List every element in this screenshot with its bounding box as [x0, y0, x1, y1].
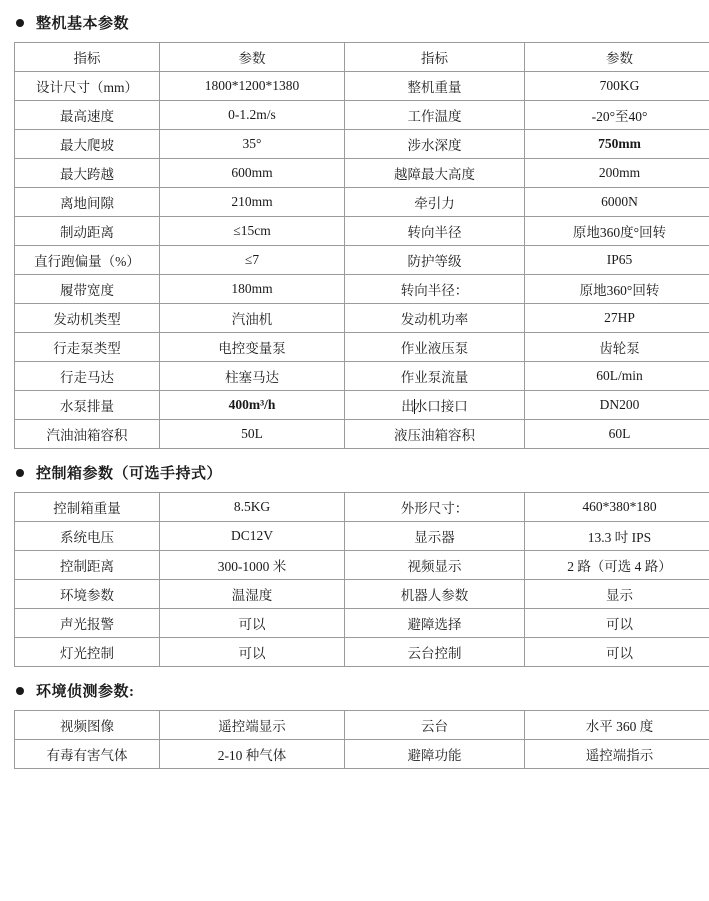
table-cell: IP65: [525, 246, 709, 275]
table-cell: 离地间隙: [15, 188, 160, 217]
table-row: [15, 275, 709, 304]
table-cell: 设计尺寸（mm）: [15, 72, 160, 101]
table-cell: 2 路（可选 4 路）: [525, 551, 709, 580]
table-row: [15, 391, 709, 420]
table-row: [15, 362, 709, 391]
table-cell: 水泵排量: [15, 391, 160, 420]
table-cell: 水平 360 度: [525, 711, 709, 740]
bullet-icon: [16, 469, 24, 477]
section-heading-3: [0, 680, 709, 701]
table-cell: 汽油油箱容积: [15, 420, 160, 449]
table-cell: 8.5KG: [160, 493, 345, 522]
table-cell: 原地360度°回转: [525, 217, 709, 246]
table-row: [15, 580, 709, 609]
table-cell: 有毒有害气体: [15, 740, 160, 769]
table-cell: 13.3 吋 IPS: [525, 522, 709, 551]
table-cell: 云台: [345, 711, 525, 740]
table-row: [15, 217, 709, 246]
table-cell: 27HP: [525, 304, 709, 333]
table-cell: 出水口接口: [345, 391, 525, 420]
section-heading-1: [0, 12, 709, 33]
table-row: [15, 159, 709, 188]
table-cell: 柱塞马达: [160, 362, 345, 391]
table-row: [15, 101, 709, 130]
table-cell: 防护等级: [345, 246, 525, 275]
table-row: [15, 740, 709, 769]
table-row: [15, 493, 709, 522]
table-cell: 可以: [160, 638, 345, 667]
table-cell: 履带宽度: [15, 275, 160, 304]
table-cell: 700KG: [525, 72, 709, 101]
table-cell: 机器人参数: [345, 580, 525, 609]
table-row: [15, 246, 709, 275]
table-row: [15, 609, 709, 638]
table-cell: 60L/min: [525, 362, 709, 391]
table-cell: 400m³/h: [160, 391, 345, 420]
table-cell: 遥控端指示: [525, 740, 709, 769]
table-cell: 0-1.2m/s: [160, 101, 345, 130]
table-cell: 750mm: [525, 130, 709, 159]
table-cell: 避障选择: [345, 609, 525, 638]
table-cell: 外形尺寸：: [345, 493, 525, 522]
table-cell: 最大爬坡: [15, 130, 160, 159]
bullet-icon: [16, 19, 24, 27]
table-cell: 210mm: [160, 188, 345, 217]
table-cell: 可以: [525, 609, 709, 638]
table-header-cell: 参数: [160, 43, 345, 72]
table-cell: 6000N: [525, 188, 709, 217]
table-cell: 系统电压: [15, 522, 160, 551]
table-row: [15, 188, 709, 217]
table-machine-basic-params: [14, 42, 709, 449]
table-cell: 汽油机: [160, 304, 345, 333]
table-row: [15, 711, 709, 740]
table-cell: 原地360°回转: [525, 275, 709, 304]
document-page: [0, 12, 709, 901]
table-cell: -20°至40°: [525, 101, 709, 130]
table-row: [15, 130, 709, 159]
table-cell: ≤15cm: [160, 217, 345, 246]
section-title-2: 控制箱参数（可选手持式）: [36, 462, 222, 483]
table-cell: 液压油箱容积: [345, 420, 525, 449]
table-cell: 牵引力: [345, 188, 525, 217]
table-cell: 视频图像: [15, 711, 160, 740]
table-cell: 600mm: [160, 159, 345, 188]
text-cursor: [414, 399, 415, 414]
table-cell: 灯光控制: [15, 638, 160, 667]
table-cell: 显示: [525, 580, 709, 609]
table-header-cell: 指标: [15, 43, 160, 72]
table-cell: DC12V: [160, 522, 345, 551]
table-header-cell: 指标: [345, 43, 525, 72]
table-cell: 显示器: [345, 522, 525, 551]
table-cell: 涉水深度: [345, 130, 525, 159]
table-row: [15, 638, 709, 667]
table-cell: 电控变量泵: [160, 333, 345, 362]
bullet-icon: [16, 687, 24, 695]
table-row: [15, 333, 709, 362]
table-cell: 可以: [160, 609, 345, 638]
table-cell: 460*380*180: [525, 493, 709, 522]
table-cell: 整机重量: [345, 72, 525, 101]
table-cell: 齿轮泵: [525, 333, 709, 362]
table-cell: 直行跑偏量（%）: [15, 246, 160, 275]
table-row: [15, 72, 709, 101]
table-cell: 行走泵类型: [15, 333, 160, 362]
table-cell: DN200: [525, 391, 709, 420]
table-cell: 可以: [525, 638, 709, 667]
table-cell: 发动机类型: [15, 304, 160, 333]
table-cell: 转向半径：: [345, 275, 525, 304]
table-cell: 视频显示: [345, 551, 525, 580]
table-cell: 声光报警: [15, 609, 160, 638]
table-cell: 最大跨越: [15, 159, 160, 188]
table-cell: 35°: [160, 130, 345, 159]
table-cell: 温湿度: [160, 580, 345, 609]
table-cell: 云台控制: [345, 638, 525, 667]
table-environment-detection-params: [14, 710, 709, 769]
table-cell: 转向半径: [345, 217, 525, 246]
table-cell: ≤7: [160, 246, 345, 275]
table-cell: 作业液压泵: [345, 333, 525, 362]
table-cell: 越障最大高度: [345, 159, 525, 188]
table-row: [15, 420, 709, 449]
table-row: [15, 522, 709, 551]
table-cell: 发动机功率: [345, 304, 525, 333]
table-control-box-params: [14, 492, 709, 667]
table-cell: 200mm: [525, 159, 709, 188]
table-cell: 遥控端显示: [160, 711, 345, 740]
section-heading-2: [0, 462, 709, 483]
table-header-cell: 参数: [525, 43, 709, 72]
table-cell: 1800*1200*1380: [160, 72, 345, 101]
table-cell: 60L: [525, 420, 709, 449]
table-cell: 2-10 种气体: [160, 740, 345, 769]
section-title-1: 整机基本参数: [36, 12, 129, 33]
table-cell: 行走马达: [15, 362, 160, 391]
table-row: [15, 551, 709, 580]
table-cell: 环境参数: [15, 580, 160, 609]
table-cell: 控制距离: [15, 551, 160, 580]
table-cell: 50L: [160, 420, 345, 449]
table-cell: 最高速度: [15, 101, 160, 130]
table-cell: 工作温度: [345, 101, 525, 130]
table-cell: 300-1000 米: [160, 551, 345, 580]
table-cell: 控制箱重量: [15, 493, 160, 522]
section-title-3: 环境侦测参数:: [36, 680, 135, 701]
table-row: [15, 43, 709, 72]
table-cell: 制动距离: [15, 217, 160, 246]
table-row: [15, 304, 709, 333]
table-cell: 作业泵流量: [345, 362, 525, 391]
table-cell: 180mm: [160, 275, 345, 304]
table-cell: 避障功能: [345, 740, 525, 769]
